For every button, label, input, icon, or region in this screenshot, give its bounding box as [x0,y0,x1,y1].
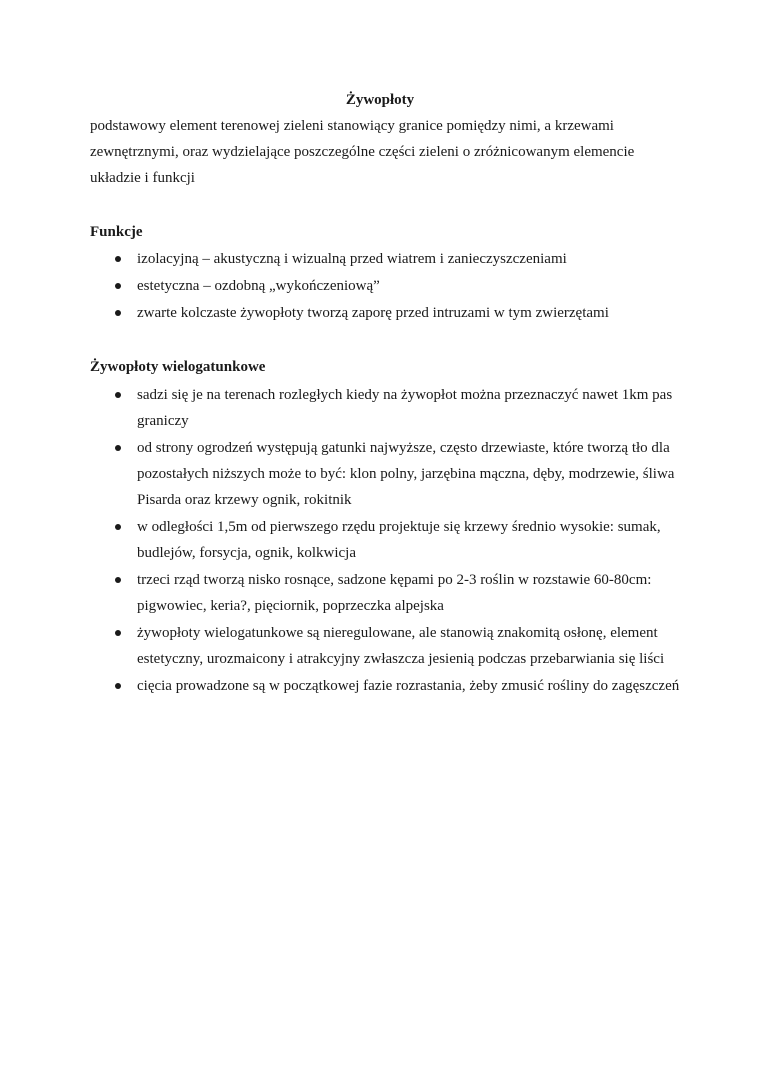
bullet-icon [115,310,121,316]
list-item [90,567,680,619]
list-item-text: cięcia prowadzone są w początkowej fazie rozrastania, żeby zmusić rośliny do zagęszczeń [137,678,680,694]
bullet-icon [115,392,121,398]
list-item [90,673,680,699]
list-item-text: sadzi się je na terenach rozległych kiedy na żywopłot można przeznaczyć nawet 1km pas graniczy [137,387,673,429]
bullet-icon [115,283,121,289]
bullet-icon [115,256,121,262]
section-heading-funkcje: Funkcje [90,224,143,240]
page-title: Żywopłoty [345,92,415,108]
list-item-text: izolacyjną – akustyczną i wizualną przed wiatrem i zanieczyszczeniami [137,251,567,267]
bullet-icon [115,445,121,451]
list-item-text: w odległości 1,5m od pierwszego rzędu projektuje się krzewy średnio wysokie: sumak, budlejów, forsycja, ognik, kolkwicja [137,519,661,561]
bullet-list-funkcje [90,246,680,327]
list-item [90,246,680,272]
list-item [90,382,680,434]
intro-paragraph: podstawowy element terenowej zieleni stanowiący granice pomiędzy nimi, a krzewami zewnętrznymi, oraz wydzielające poszczególne części zieleni o zróżnicowanym elemencie układzie i funkcji [90,118,635,186]
list-item-text: estetyczna – ozdobną „wykończeniową” [137,278,380,294]
bullet-icon [115,524,121,530]
bullet-list-wielogatunkowe [90,382,680,700]
list-item-text: od strony ogrodzeń występują gatunki najwyższe, często drzewiaste, które tworzą tło dla pozostałych niższych może to być: klon polny, jarzębina mączna, dęby, modrzewie, śliwa Pisarda oraz krzewy ognik, rokitnik [137,440,675,508]
bullet-icon [115,683,121,689]
list-item [90,620,680,672]
list-item [90,273,680,299]
list-item [90,435,680,513]
list-item-text: trzeci rząd tworzą nisko rosnące, sadzone kępami po 2-3 roślin w rozstawie 60-80cm: pigwowiec, keria?, pięciornik, poprzeczka alpejska [137,572,652,614]
section-heading-wielogatunkowe: Żywopłoty wielogatunkowe [90,359,266,375]
list-item [90,300,680,326]
bullet-icon [115,630,121,636]
list-item-text: żywopłoty wielogatunkowe są nieregulowane, ale stanowią znakomitą osłonę, element estetyczny, urozmaicony i atrakcyjny zwłaszcza jesienią podczas przebarwiania się liści [137,625,665,667]
bullet-icon [115,577,121,583]
list-item-text: zwarte kolczaste żywopłoty tworzą zaporę przed intruzami w tym zwierzętami [137,305,609,321]
list-item [90,514,680,566]
